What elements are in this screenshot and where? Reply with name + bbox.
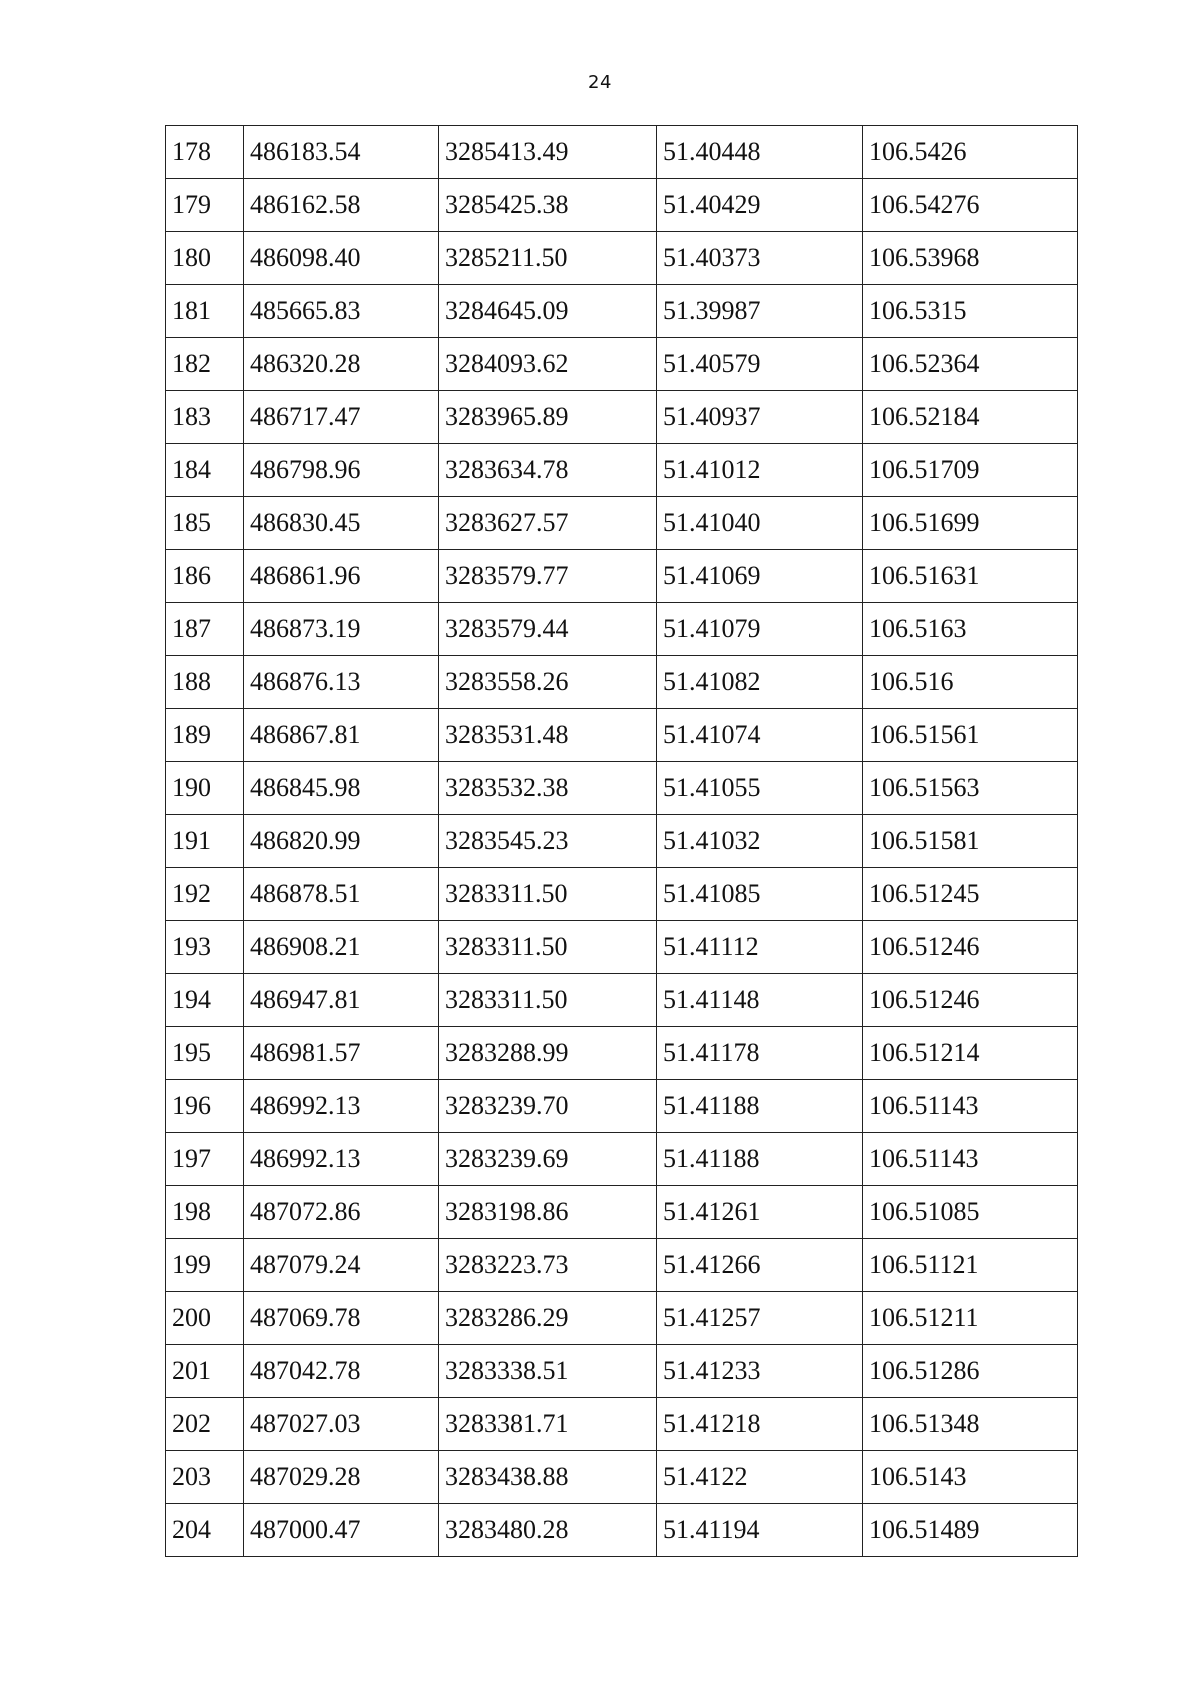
x-coordinate-cell: 487072.86 [244, 1186, 439, 1239]
latitude-cell: 51.41079 [657, 603, 863, 656]
x-coordinate-cell: 486845.98 [244, 762, 439, 815]
table-row [166, 1186, 1078, 1239]
latitude-cell: 51.41257 [657, 1292, 863, 1345]
latitude-cell: 51.40448 [657, 126, 863, 179]
longitude-cell: 106.51143 [863, 1133, 1078, 1186]
y-coordinate-cell: 3283480.28 [439, 1504, 657, 1557]
longitude-cell: 106.5315 [863, 285, 1078, 338]
x-coordinate-cell: 487079.24 [244, 1239, 439, 1292]
longitude-cell: 106.52364 [863, 338, 1078, 391]
x-coordinate-cell: 487042.78 [244, 1345, 439, 1398]
latitude-cell: 51.41188 [657, 1133, 863, 1186]
table-row [166, 550, 1078, 603]
latitude-cell: 51.40937 [657, 391, 863, 444]
y-coordinate-cell: 3283627.57 [439, 497, 657, 550]
y-coordinate-cell: 3283965.89 [439, 391, 657, 444]
x-coordinate-cell: 486098.40 [244, 232, 439, 285]
point-number-cell: 203 [166, 1451, 244, 1504]
longitude-cell: 106.5163 [863, 603, 1078, 656]
y-coordinate-cell: 3283286.29 [439, 1292, 657, 1345]
point-number-cell: 202 [166, 1398, 244, 1451]
latitude-cell: 51.41233 [657, 1345, 863, 1398]
longitude-cell: 106.51214 [863, 1027, 1078, 1080]
latitude-cell: 51.41069 [657, 550, 863, 603]
point-number-cell: 196 [166, 1080, 244, 1133]
point-number-cell: 195 [166, 1027, 244, 1080]
point-number-cell: 185 [166, 497, 244, 550]
longitude-cell: 106.51699 [863, 497, 1078, 550]
y-coordinate-cell: 3284093.62 [439, 338, 657, 391]
y-coordinate-cell: 3283634.78 [439, 444, 657, 497]
longitude-cell: 106.53968 [863, 232, 1078, 285]
latitude-cell: 51.41082 [657, 656, 863, 709]
y-coordinate-cell: 3284645.09 [439, 285, 657, 338]
point-number-cell: 178 [166, 126, 244, 179]
latitude-cell: 51.41012 [657, 444, 863, 497]
x-coordinate-cell: 486162.58 [244, 179, 439, 232]
latitude-cell: 51.41085 [657, 868, 863, 921]
latitude-cell: 51.41194 [657, 1504, 863, 1557]
table-row [166, 1345, 1078, 1398]
point-number-cell: 191 [166, 815, 244, 868]
y-coordinate-cell: 3283223.73 [439, 1239, 657, 1292]
longitude-cell: 106.51348 [863, 1398, 1078, 1451]
point-number-cell: 197 [166, 1133, 244, 1186]
table-row [166, 1451, 1078, 1504]
table-row [166, 1080, 1078, 1133]
table-row [166, 974, 1078, 1027]
y-coordinate-cell: 3283381.71 [439, 1398, 657, 1451]
x-coordinate-cell: 486798.96 [244, 444, 439, 497]
point-number-cell: 194 [166, 974, 244, 1027]
point-number-cell: 199 [166, 1239, 244, 1292]
table-row [166, 285, 1078, 338]
table-row [166, 497, 1078, 550]
point-number-cell: 187 [166, 603, 244, 656]
x-coordinate-cell: 487000.47 [244, 1504, 439, 1557]
x-coordinate-cell: 486717.47 [244, 391, 439, 444]
table-row [166, 815, 1078, 868]
table-row [166, 921, 1078, 974]
latitude-cell: 51.4122 [657, 1451, 863, 1504]
table-row [166, 232, 1078, 285]
y-coordinate-cell: 3283311.50 [439, 868, 657, 921]
table-row [166, 1239, 1078, 1292]
y-coordinate-cell: 3283311.50 [439, 921, 657, 974]
table-row [166, 1398, 1078, 1451]
point-number-cell: 183 [166, 391, 244, 444]
y-coordinate-cell: 3283531.48 [439, 709, 657, 762]
y-coordinate-cell: 3283438.88 [439, 1451, 657, 1504]
x-coordinate-cell: 486867.81 [244, 709, 439, 762]
table-row [166, 709, 1078, 762]
longitude-cell: 106.51211 [863, 1292, 1078, 1345]
point-number-cell: 193 [166, 921, 244, 974]
latitude-cell: 51.39987 [657, 285, 863, 338]
y-coordinate-cell: 3283545.23 [439, 815, 657, 868]
longitude-cell: 106.52184 [863, 391, 1078, 444]
point-number-cell: 182 [166, 338, 244, 391]
table-row [166, 338, 1078, 391]
point-number-cell: 190 [166, 762, 244, 815]
x-coordinate-cell: 486820.99 [244, 815, 439, 868]
x-coordinate-cell: 486861.96 [244, 550, 439, 603]
x-coordinate-cell: 486947.81 [244, 974, 439, 1027]
x-coordinate-cell: 486876.13 [244, 656, 439, 709]
longitude-cell: 106.51143 [863, 1080, 1078, 1133]
y-coordinate-cell: 3283532.38 [439, 762, 657, 815]
x-coordinate-cell: 485665.83 [244, 285, 439, 338]
latitude-cell: 51.41266 [657, 1239, 863, 1292]
y-coordinate-cell: 3283579.77 [439, 550, 657, 603]
longitude-cell: 106.51121 [863, 1239, 1078, 1292]
y-coordinate-cell: 3283288.99 [439, 1027, 657, 1080]
latitude-cell: 51.40429 [657, 179, 863, 232]
longitude-cell: 106.51085 [863, 1186, 1078, 1239]
x-coordinate-cell: 486981.57 [244, 1027, 439, 1080]
x-coordinate-cell: 486878.51 [244, 868, 439, 921]
longitude-cell: 106.51563 [863, 762, 1078, 815]
longitude-cell: 106.54276 [863, 179, 1078, 232]
y-coordinate-cell: 3283198.86 [439, 1186, 657, 1239]
page-number: 24 [588, 72, 612, 93]
y-coordinate-cell: 3285413.49 [439, 126, 657, 179]
table-row [166, 126, 1078, 179]
y-coordinate-cell: 3283239.69 [439, 1133, 657, 1186]
latitude-cell: 51.41178 [657, 1027, 863, 1080]
x-coordinate-cell: 486992.13 [244, 1133, 439, 1186]
table-row [166, 1504, 1078, 1557]
y-coordinate-cell: 3283338.51 [439, 1345, 657, 1398]
coordinates-table [165, 125, 1078, 1557]
latitude-cell: 51.41032 [657, 815, 863, 868]
coordinates-table-body [166, 126, 1078, 1557]
point-number-cell: 180 [166, 232, 244, 285]
point-number-cell: 198 [166, 1186, 244, 1239]
latitude-cell: 51.40373 [657, 232, 863, 285]
y-coordinate-cell: 3285211.50 [439, 232, 657, 285]
table-row [166, 868, 1078, 921]
y-coordinate-cell: 3283558.26 [439, 656, 657, 709]
point-number-cell: 184 [166, 444, 244, 497]
longitude-cell: 106.51581 [863, 815, 1078, 868]
longitude-cell: 106.51246 [863, 974, 1078, 1027]
x-coordinate-cell: 487027.03 [244, 1398, 439, 1451]
y-coordinate-cell: 3283579.44 [439, 603, 657, 656]
table-row [166, 1133, 1078, 1186]
longitude-cell: 106.51709 [863, 444, 1078, 497]
latitude-cell: 51.41074 [657, 709, 863, 762]
latitude-cell: 51.41261 [657, 1186, 863, 1239]
x-coordinate-cell: 487029.28 [244, 1451, 439, 1504]
x-coordinate-cell: 486183.54 [244, 126, 439, 179]
latitude-cell: 51.41188 [657, 1080, 863, 1133]
table-row [166, 391, 1078, 444]
latitude-cell: 51.41218 [657, 1398, 863, 1451]
x-coordinate-cell: 487069.78 [244, 1292, 439, 1345]
x-coordinate-cell: 486908.21 [244, 921, 439, 974]
y-coordinate-cell: 3283311.50 [439, 974, 657, 1027]
longitude-cell: 106.516 [863, 656, 1078, 709]
table-row [166, 603, 1078, 656]
latitude-cell: 51.40579 [657, 338, 863, 391]
x-coordinate-cell: 486830.45 [244, 497, 439, 550]
y-coordinate-cell: 3285425.38 [439, 179, 657, 232]
point-number-cell: 189 [166, 709, 244, 762]
x-coordinate-cell: 486992.13 [244, 1080, 439, 1133]
latitude-cell: 51.41040 [657, 497, 863, 550]
latitude-cell: 51.41112 [657, 921, 863, 974]
point-number-cell: 192 [166, 868, 244, 921]
longitude-cell: 106.51286 [863, 1345, 1078, 1398]
x-coordinate-cell: 486320.28 [244, 338, 439, 391]
point-number-cell: 186 [166, 550, 244, 603]
table-row [166, 444, 1078, 497]
point-number-cell: 200 [166, 1292, 244, 1345]
longitude-cell: 106.51245 [863, 868, 1078, 921]
latitude-cell: 51.41055 [657, 762, 863, 815]
point-number-cell: 201 [166, 1345, 244, 1398]
point-number-cell: 204 [166, 1504, 244, 1557]
longitude-cell: 106.51631 [863, 550, 1078, 603]
x-coordinate-cell: 486873.19 [244, 603, 439, 656]
table-row [166, 762, 1078, 815]
table-row [166, 179, 1078, 232]
longitude-cell: 106.5143 [863, 1451, 1078, 1504]
latitude-cell: 51.41148 [657, 974, 863, 1027]
table-row [166, 1292, 1078, 1345]
y-coordinate-cell: 3283239.70 [439, 1080, 657, 1133]
longitude-cell: 106.5426 [863, 126, 1078, 179]
point-number-cell: 179 [166, 179, 244, 232]
table-row [166, 1027, 1078, 1080]
point-number-cell: 188 [166, 656, 244, 709]
table-row [166, 656, 1078, 709]
longitude-cell: 106.51489 [863, 1504, 1078, 1557]
point-number-cell: 181 [166, 285, 244, 338]
longitude-cell: 106.51561 [863, 709, 1078, 762]
longitude-cell: 106.51246 [863, 921, 1078, 974]
